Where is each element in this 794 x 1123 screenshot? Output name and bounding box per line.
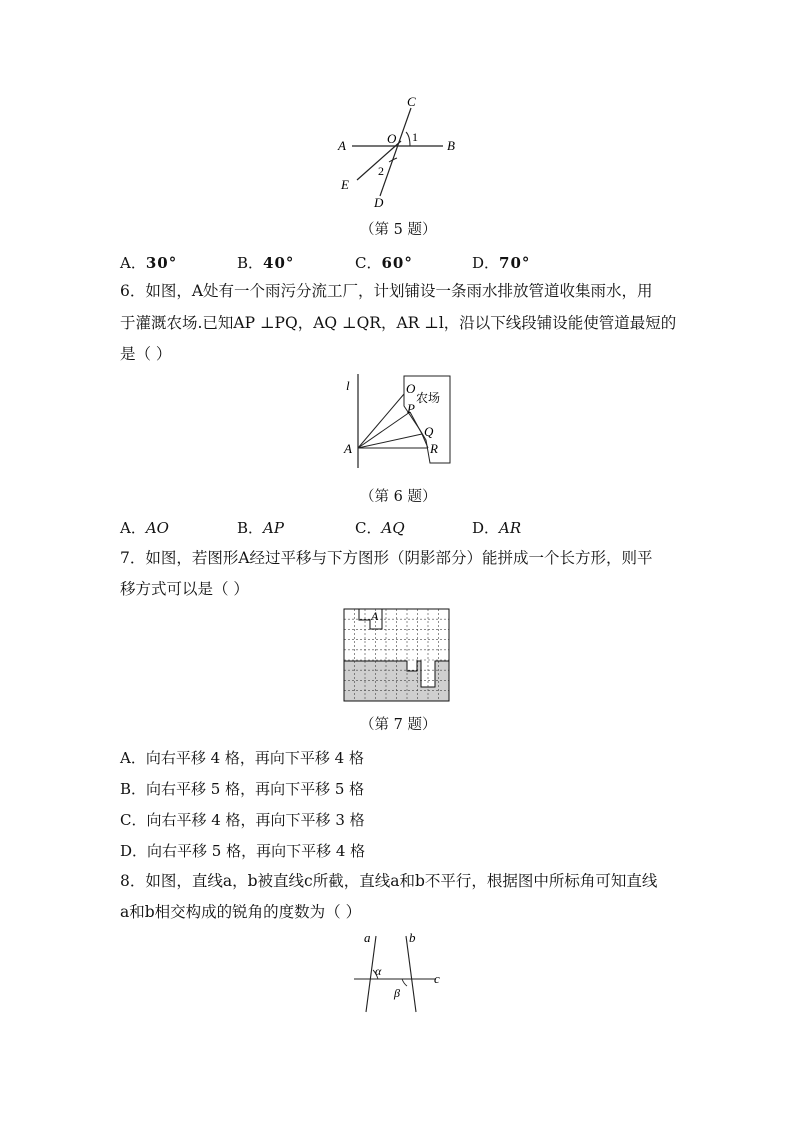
label-o: O: [387, 131, 397, 146]
q8-figure: [350, 928, 450, 1014]
label-p: P: [407, 401, 415, 416]
q5-option-c: [355, 252, 413, 273]
q6-option-b: [237, 517, 284, 538]
option-letter: D．: [472, 254, 500, 272]
line-b: [406, 936, 416, 1012]
option-value: 60°: [381, 254, 413, 272]
q6-stem-line3: 是（ ）: [120, 345, 172, 363]
option-value: AO: [145, 519, 169, 537]
option-letter: B．: [237, 519, 264, 537]
option-value: AR: [499, 519, 522, 537]
q5-option-b: [237, 252, 294, 273]
label-angle1: 1: [412, 130, 418, 144]
option-value: 70°: [499, 254, 531, 272]
q7-option-c: C．向右平移 4 格，再向下平移 3 格: [120, 811, 365, 829]
q7-stem-line2: 移方式可以是（ ）: [120, 580, 249, 598]
option-value: 30°: [145, 254, 178, 272]
q6-option-a: [120, 517, 169, 538]
label-beta: β: [394, 986, 400, 1000]
label-farm: 农场: [416, 391, 441, 405]
q7-option-a: A．向右平移 4 格，再向下平移 4 格: [120, 749, 364, 767]
q5-option-a: [120, 252, 177, 273]
option-letter: C．: [355, 254, 382, 272]
option-letter: A．: [120, 519, 146, 537]
label-q: Q: [424, 424, 434, 439]
label-a: a: [364, 930, 371, 945]
q7-option-d: D．向右平移 5 格，再向下平移 4 格: [120, 842, 366, 860]
q6-option-c: [355, 517, 405, 538]
label-b: B: [447, 138, 455, 153]
q7-caption: （第 7 题）: [360, 717, 437, 733]
label-a: A: [344, 441, 352, 456]
q5-figure: [330, 92, 470, 212]
beta-arc: [402, 979, 407, 986]
label-r: R: [430, 441, 438, 456]
option-value: AQ: [381, 519, 405, 537]
q6-option-d: [472, 517, 521, 538]
label-d: D: [374, 195, 384, 210]
q7-stem-line1: 7．如图，若图形A经过平移与下方图形（阴影部分）能拼成一个长方形，则平: [120, 549, 653, 567]
label-c: c: [434, 971, 440, 986]
label-e: E: [341, 177, 349, 192]
q5-caption: （第 5 题）: [360, 222, 437, 238]
q6-figure: [338, 370, 456, 470]
q6-caption: （第 6 题）: [360, 489, 437, 505]
line-cd: [380, 108, 411, 196]
label-alpha: α: [375, 964, 382, 978]
q8-stem-line1: 8．如图，直线a，b被直线c所截，直线a和b不平行，根据图中所标角可知直线: [120, 872, 658, 890]
option-letter: C．: [355, 519, 382, 537]
label-o: O: [406, 381, 416, 396]
label-b: b: [409, 930, 416, 945]
q8-stem-line2: a和b相交构成的锐角的度数为（ ）: [120, 903, 362, 921]
q7-figure: [342, 607, 452, 703]
label-angle2: 2: [378, 164, 384, 178]
label-a: A: [338, 138, 346, 153]
label-a: A: [371, 609, 379, 623]
label-l: l: [346, 378, 350, 393]
option-value: 40°: [263, 254, 295, 272]
label-c: C: [407, 94, 416, 109]
option-letter: B．: [237, 254, 264, 272]
q5-option-d: [472, 252, 530, 273]
q6-stem-line1: 6．如图，A处有一个雨污分流工厂，计划铺设一条雨水排放管道收集雨水，用: [120, 282, 653, 300]
option-letter: D．: [472, 519, 500, 537]
option-value: AP: [263, 519, 284, 537]
q7-option-b: B．向右平移 5 格，再向下平移 5 格: [120, 780, 365, 798]
q6-stem-line2: 于灌溉农场.已知AP ⊥PQ，AQ ⊥QR，AR ⊥l，沿以下线段铺设能使管道最短的: [120, 314, 677, 332]
angle1-arc: [406, 132, 410, 146]
option-letter: A．: [120, 254, 146, 272]
